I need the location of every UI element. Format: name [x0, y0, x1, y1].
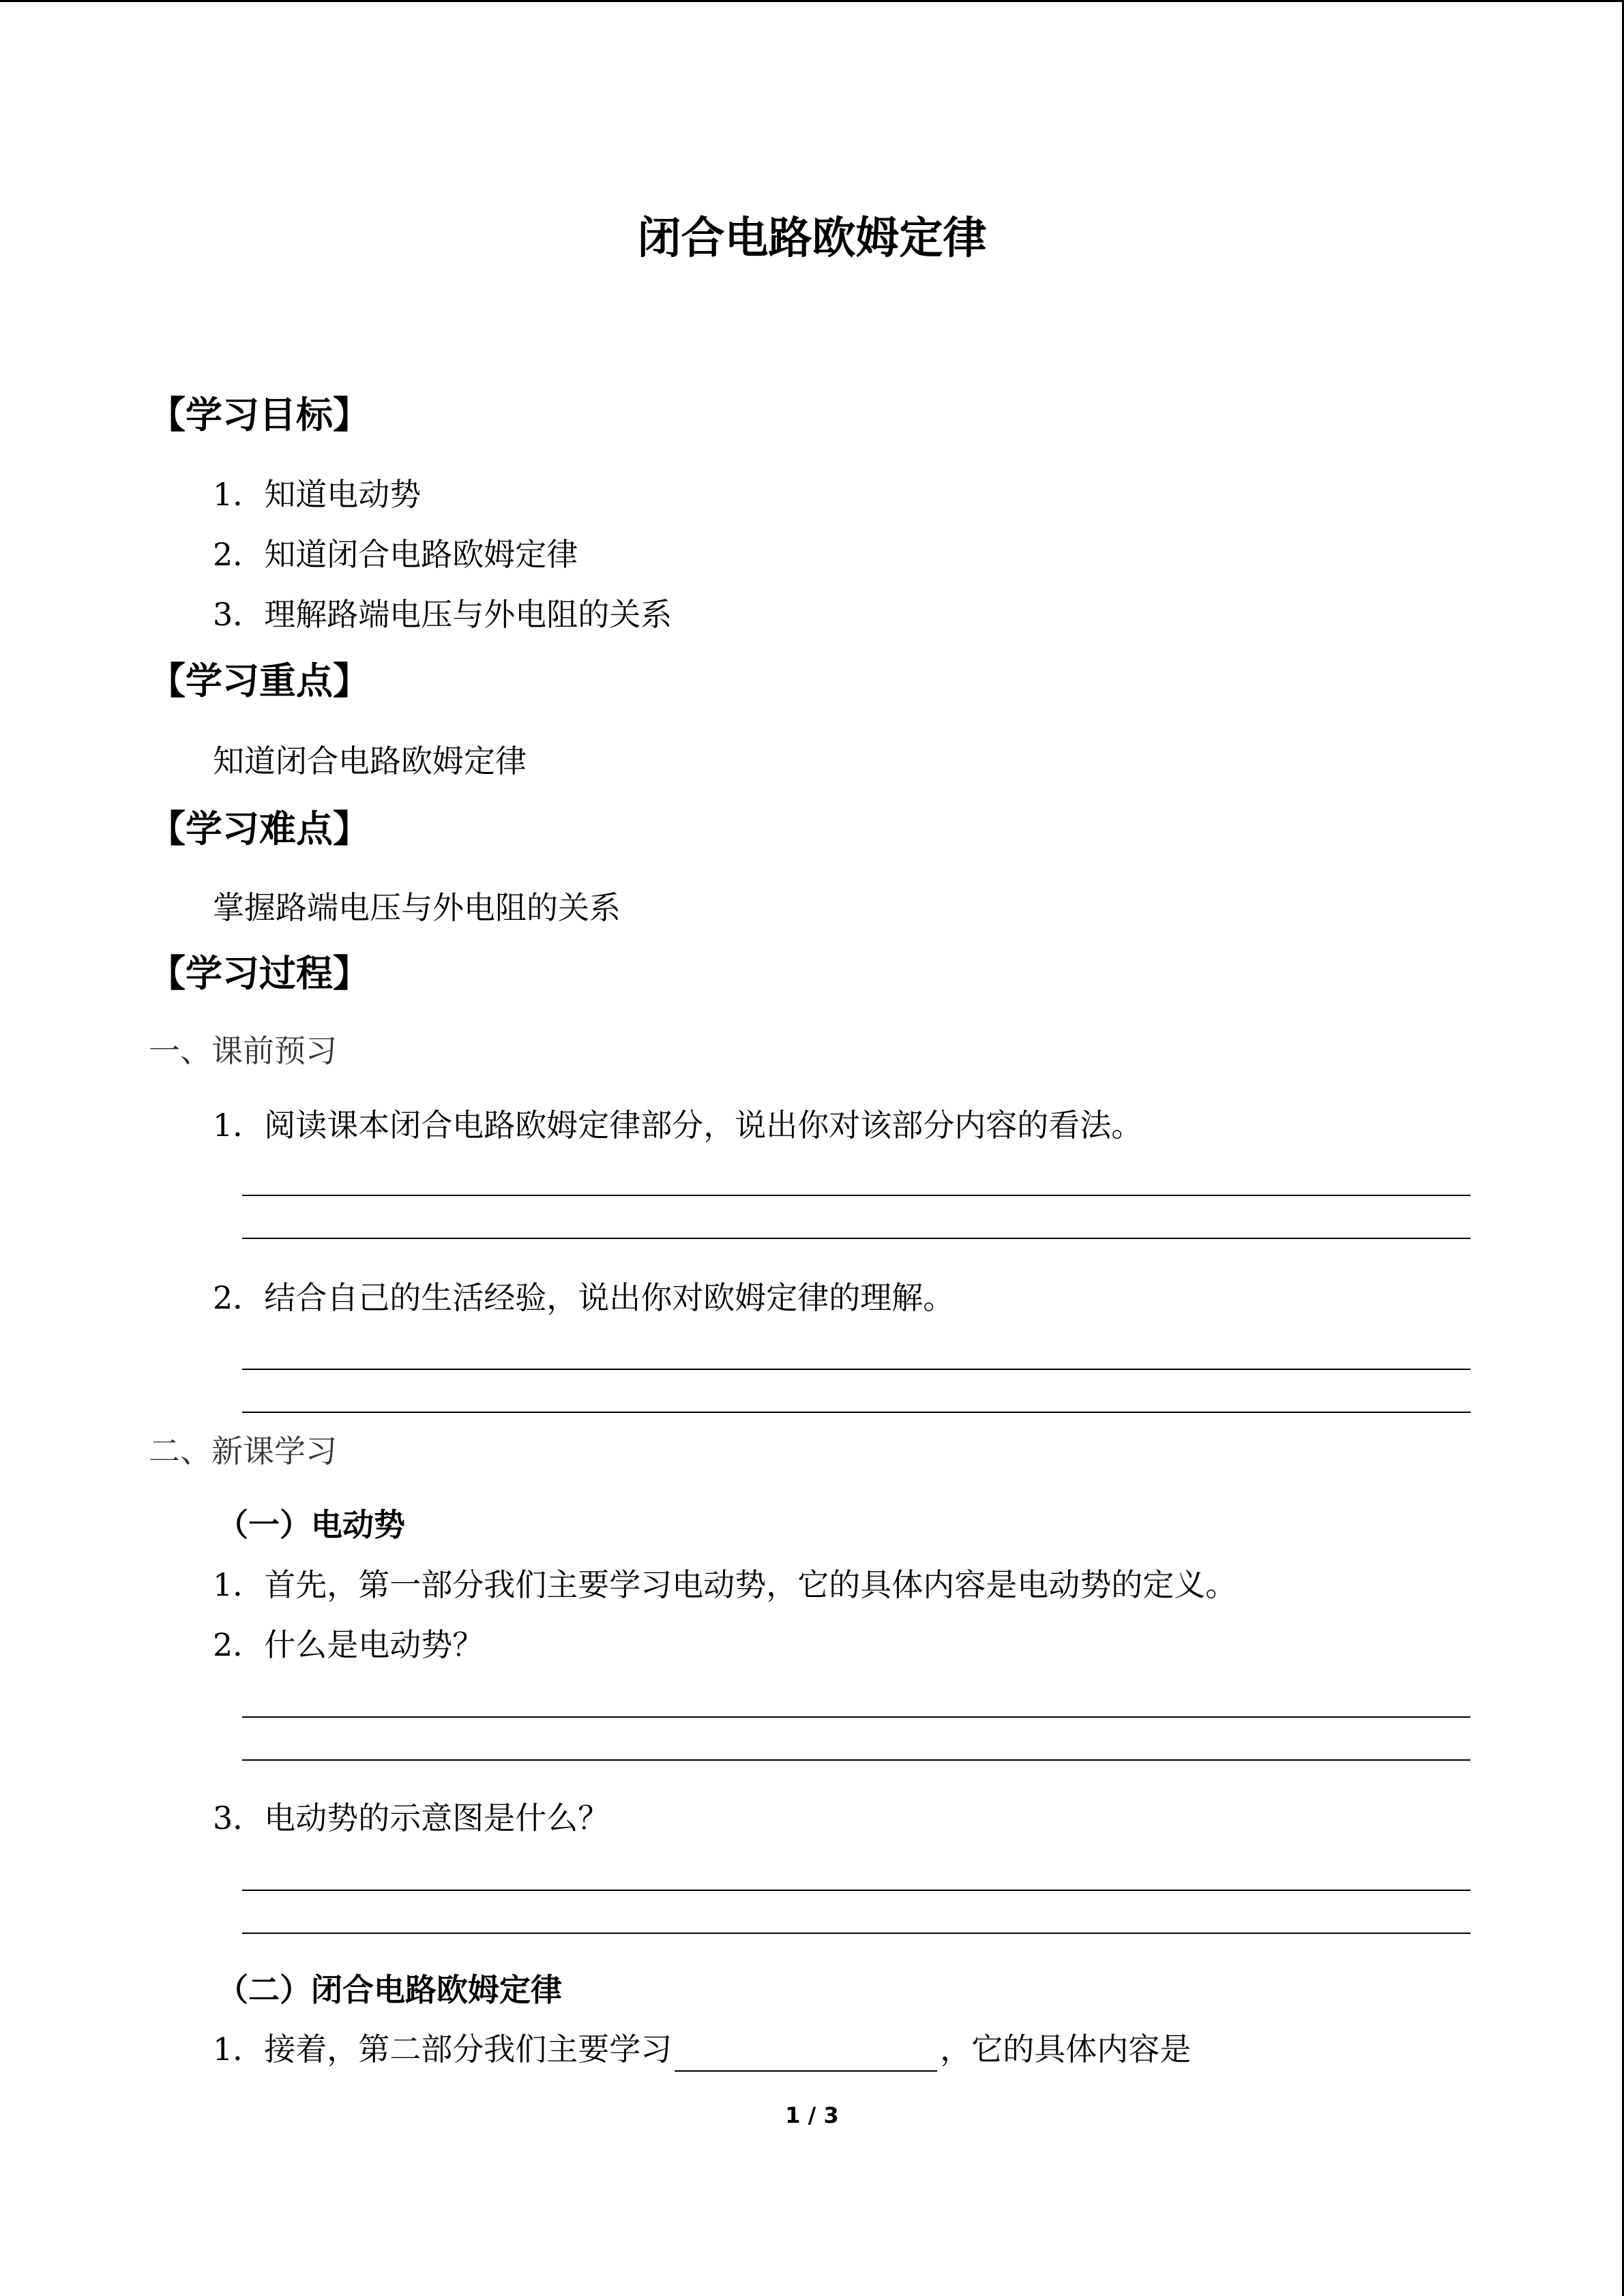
answer-line[interactable] [242, 1369, 1471, 1370]
page-top-border [0, 0, 1624, 2]
preview-question-1: 1．阅读课本闭合电路欧姆定律部分，说出你对该部分内容的看法。 [213, 1107, 1143, 1144]
process-heading: 【学习过程】 [149, 951, 370, 995]
answer-line[interactable] [242, 1412, 1471, 1413]
part2-question-1 [213, 2027, 1191, 2072]
answer-line[interactable] [242, 1759, 1471, 1761]
fill-in-blank[interactable] [675, 2036, 937, 2072]
answer-line[interactable] [242, 1890, 1471, 1891]
objective-item-2: 2．知道闭合电路欧姆定律 [213, 536, 578, 573]
objective-item-3: 3．理解路端电压与外电阻的关系 [213, 596, 673, 633]
objectives-heading: 【学习目标】 [149, 393, 370, 436]
objective-item-1: 1．知道电动势 [213, 476, 422, 513]
difficulty-heading: 【学习难点】 [149, 807, 370, 850]
part2-question-1-after: ，它的具体内容是 [940, 2031, 1192, 2068]
answer-line[interactable] [242, 1195, 1471, 1196]
answer-line[interactable] [242, 1716, 1471, 1718]
part1-question-3: 3．电动势的示意图是什么？ [213, 1800, 610, 1836]
answer-line[interactable] [242, 1933, 1471, 1934]
document-title: 闭合电路欧姆定律 [637, 213, 987, 264]
answer-line[interactable] [242, 1238, 1471, 1239]
difficulty-text: 掌握路端电压与外电阻的关系 [213, 889, 621, 926]
preview-question-2: 2．结合自己的生活经验，说出你对欧姆定律的理解。 [213, 1279, 955, 1316]
part1-question-1: 1．首先，第一部分我们主要学习电动势，它的具体内容是电动势的定义。 [213, 1566, 1237, 1603]
new-lesson-section-title: 二、新课学习 [149, 1433, 337, 1470]
page-number: 1 / 3 [785, 2102, 839, 2128]
part1-title: （一）电动势 [217, 1506, 405, 1543]
preview-section-title: 一、课前预习 [149, 1032, 337, 1069]
part2-question-1-before: 1．接着，第二部分我们主要学习 [213, 2031, 673, 2068]
key-point-heading: 【学习重点】 [149, 659, 370, 702]
part2-title: （二）闭合电路欧姆定律 [217, 1971, 562, 2008]
part1-question-2: 2．什么是电动势？ [213, 1626, 484, 1663]
key-point-text: 知道闭合电路欧姆定律 [213, 743, 527, 779]
